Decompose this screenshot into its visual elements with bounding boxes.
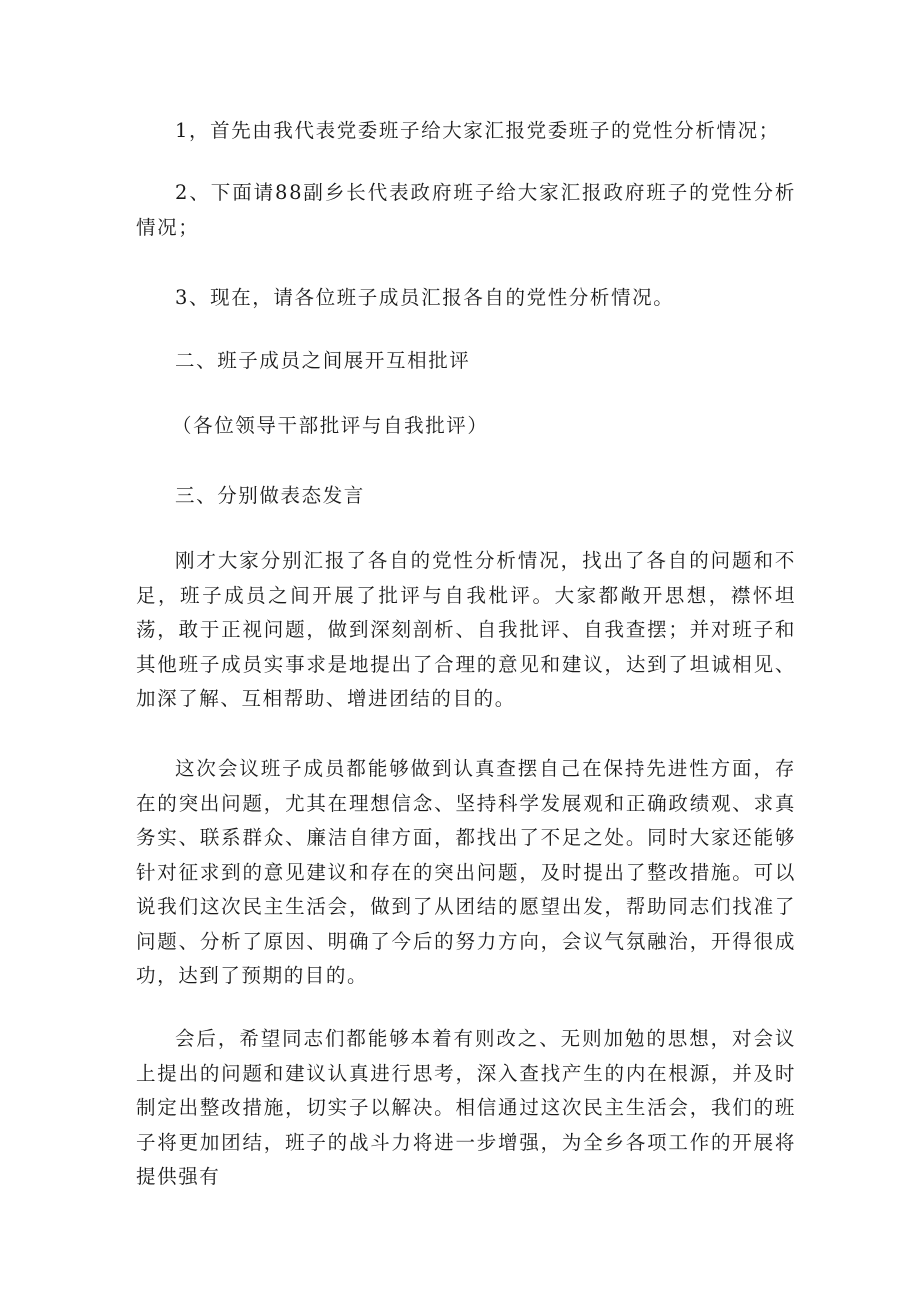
section-heading-three: 三、分别做表态发言 <box>175 484 365 507</box>
body-paragraph-summary: 刚才大家分别汇报了各自的党性分析情况，找出了各自的问题和不足，班子成员之间开展了批评与自我枇评。大家都敞开思想，襟怀坦荡，敢于正视问题，做到深刻剖析、自我批评、自我查摆；并对班子和其他班子成员实事求是地提出了合理的意见和建议，达到了坦诚相见、加深了解、互相帮助、增进团结的目的。 <box>136 549 796 710</box>
agenda-item-3: 3、现在，请各位班子成员汇报各自的党性分析情况。 <box>175 286 675 309</box>
agenda-item-2: 2、下面请88副乡长代表政府班子给大家汇报政府班子的党性分析情况； <box>136 181 796 239</box>
body-paragraph-closing: 会后，希望同志们都能够本着有则改之、无则加勉的思想，对会议上提出的问题和建议认真进行思考，深入查找产生的内在根源，并及时制定出整改措施，切实子以解决。相信通过这次民主生活会，我们的班子将更加团结，班子的战斗力将进一步增强，为全乡各项工作的开展将提供强有 <box>136 1027 796 1188</box>
body-paragraph-assessment: 这次会议班子成员都能够做到认真查摆自己在保持先进性方面，存在的突出问题，尤其在理想信念、坚持科学发展观和正确政绩观、求真务实、联系群众、廉洁自律方面，都找出了不足之处。同时大家还能够针对征求到的意见建议和存在的突出问题，及时提出了整改措施。可以说我们这次民主生活会，做到了从团结的愿望出发，帮助同志们找准了问题、分析了原因、明确了今后的努力方向，会议气氛融治，开得很成功，达到了预期的目的。 <box>136 757 796 987</box>
section-two-note: （各位领导干部批评与自我批评） <box>172 414 489 437</box>
agenda-item-1: 1，首先由我代表党委班子给大家汇报党委班子的党性分析情况； <box>175 119 780 142</box>
section-heading-two: 二、班子成员之间展开互相批评 <box>175 349 471 372</box>
